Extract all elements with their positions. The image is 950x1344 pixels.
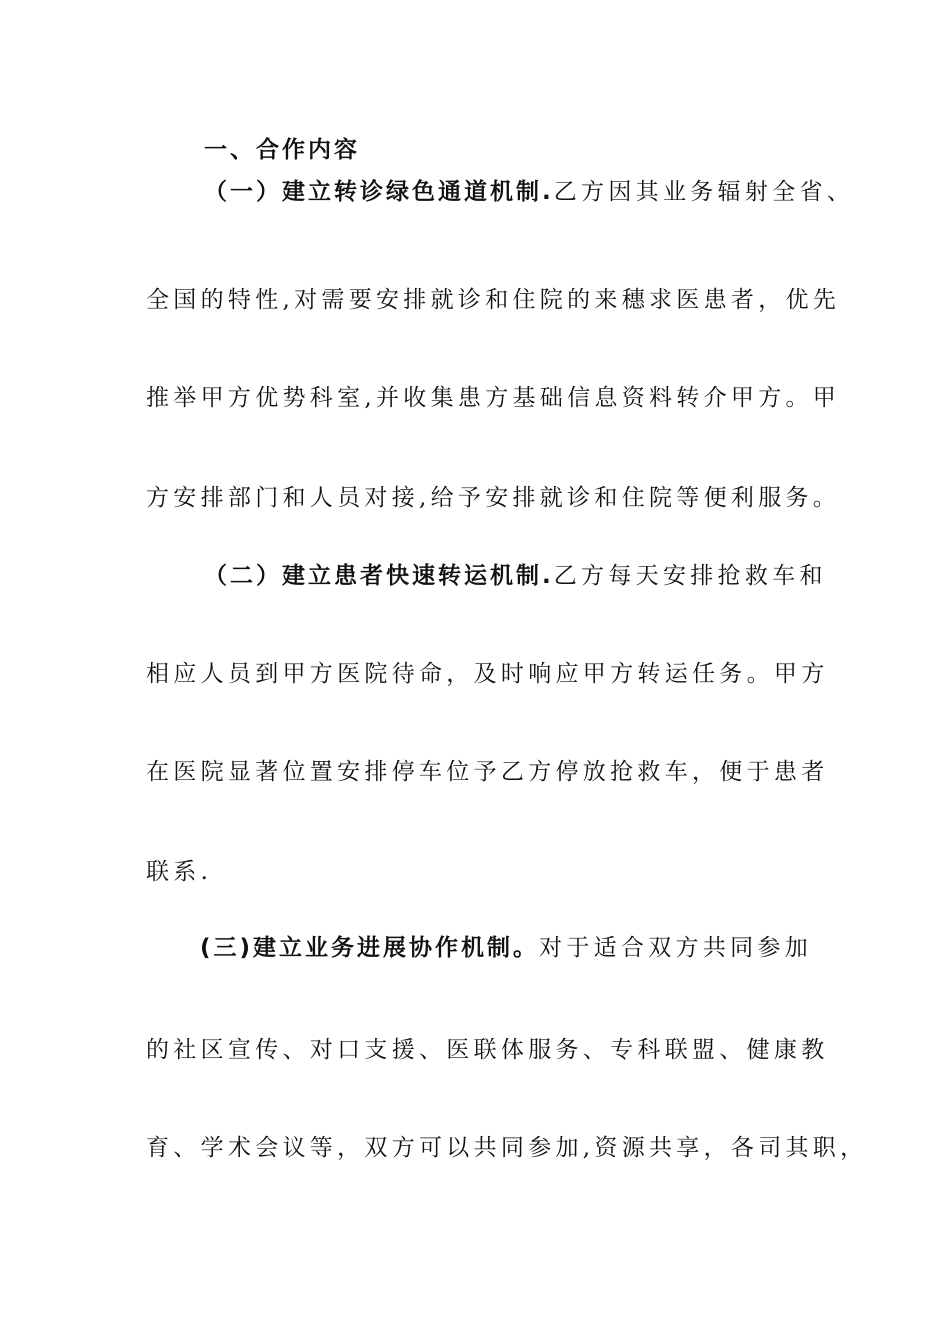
paragraph-first-line [204,556,827,596]
paragraph-line: 育、学术会议等，双方可以共同参加,资源共享，各司其职， [146,1135,868,1161]
section-heading: 一、合作内容 [204,137,360,163]
subsection-title: （二）建立患者快速转运机制. [204,563,554,589]
paragraph-line: 联系. [146,859,213,885]
paragraph-line: 相应人员到甲方医院待命，及时响应甲方转运任务。甲方 [146,661,829,687]
paragraph-line: 全国的特性,对需要安排就诊和住院的来穗求医患者，优先 [146,287,841,313]
paragraph-first-line [204,172,855,212]
paragraph-line: 方安排部门和人员对接,给予安排就诊和住院等便利服务。 [146,485,841,511]
paragraph-first-line [200,928,824,968]
paragraph-line: 在医院显著位置安排停车位予乙方停放抢救车，便于患者 [146,759,829,785]
paragraph-text: 乙方每天安排抢救车和 [553,563,827,589]
subsection-title: （一）建立转诊绿色通道机制. [204,179,554,205]
paragraph-text: 对于适合双方共同参加 [539,935,813,961]
subsection-title: (三)建立业务进展协作机制。 [200,935,540,961]
paragraph-text: 乙方因其业务辐射全省、 [553,179,855,205]
paragraph-line: 的社区宣传、对口支援、医联体服务、专科联盟、健康教 [146,1037,829,1063]
paragraph-line: 推举甲方优势科室,并收集患方基础信息资料转介甲方。甲 [146,385,841,411]
